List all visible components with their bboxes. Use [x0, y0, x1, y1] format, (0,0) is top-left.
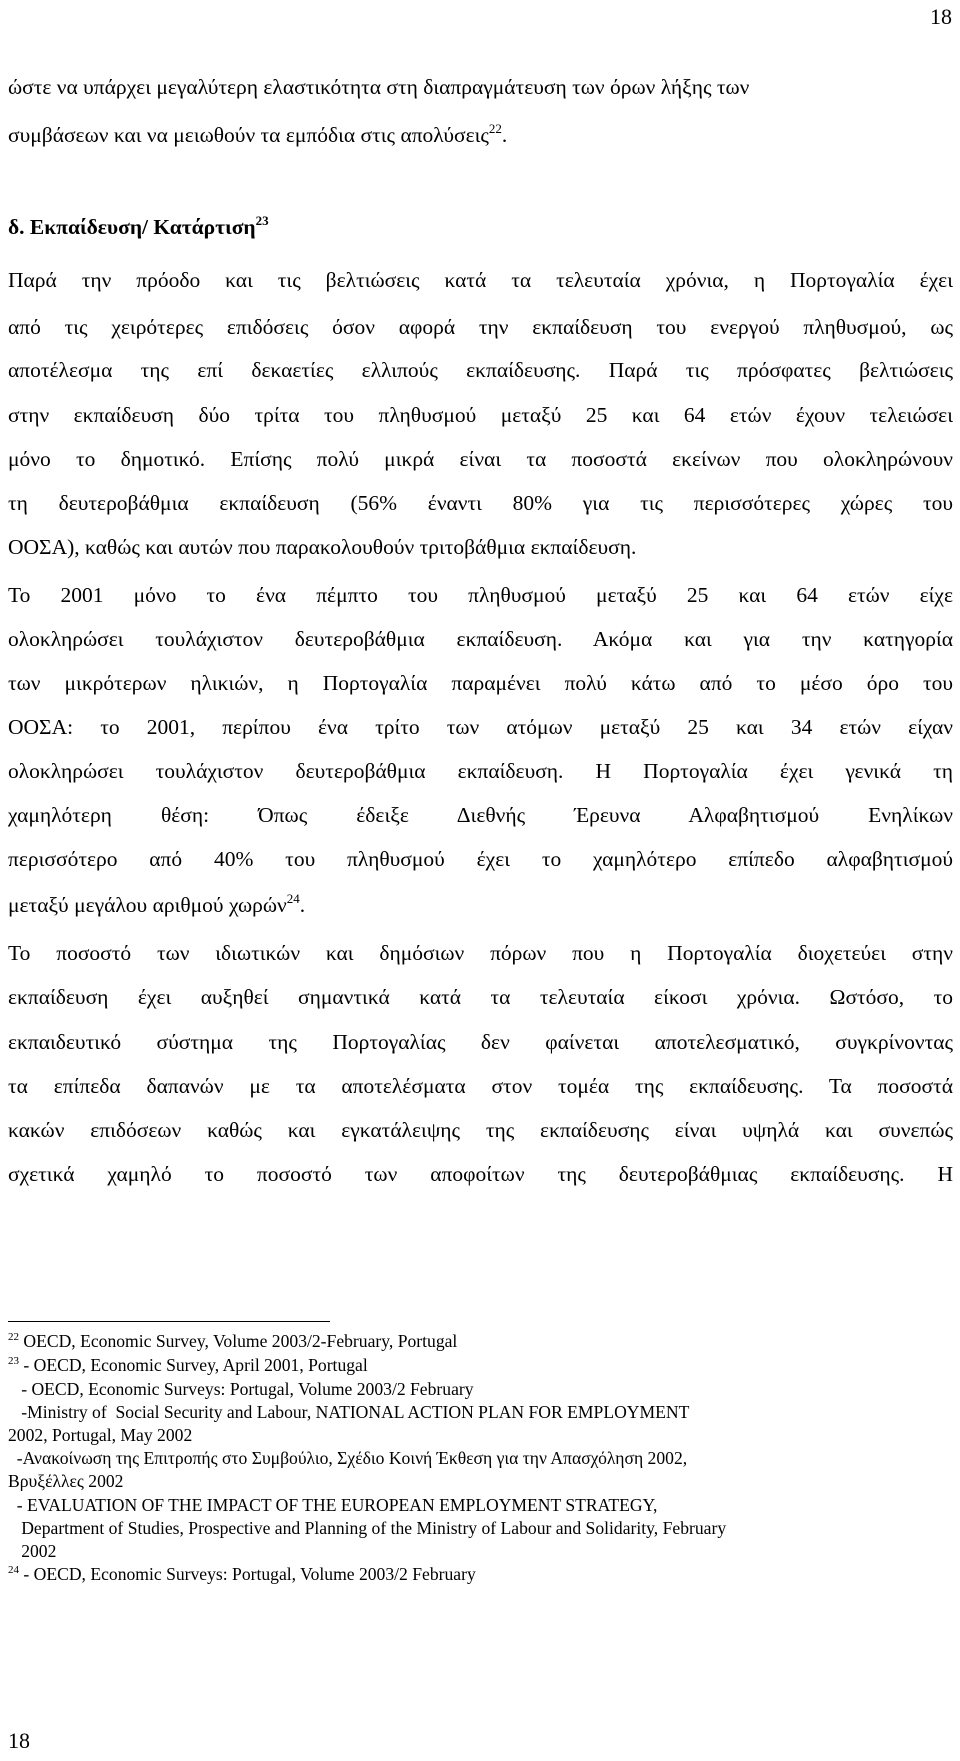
footnote-line: -Ministry of Social Security and Labour, NATIONAL ACTION PLAN FOR EMPLOYMENT — [8, 1402, 690, 1422]
body-line: από τις χειρότερες επιδόσεις όσον αφορά την εκπαίδευση του ενεργού πληθυσμού, ως — [8, 315, 953, 339]
body-line: εκπαιδευτικό σύστημα της Πορτογαλίας δεν φαίνεται αποτελεσματικό, συγκρίνοντας — [8, 1030, 953, 1054]
body-text: . — [299, 893, 306, 917]
body-line: Παρά την πρόοδο και τις βελτιώσεις κατά τα τελευταία χρόνια, η Πορτογαλία έχει — [8, 268, 953, 292]
body-line: περισσότερο από 40% του πληθυσμού έχει το χαμηλότερο επίπεδο αλφαβητισμού — [8, 847, 953, 871]
footnote-22 — [8, 1330, 953, 1352]
footnote-line: -Ανακοίνωση της Επιτροπής στο Συμβούλιο, Σχέδιο Κοινή Έκθεση για την Απασχόληση 2002, — [8, 1448, 688, 1468]
page-number-bottom: 18 — [8, 1728, 30, 1753]
body-text: . — [501, 123, 508, 147]
footnote-24 — [8, 1563, 953, 1585]
body-line: ολοκληρώσει τουλάχιστον δευτεροβάθμια εκπαίδευση. Η Πορτογαλία έχει γενικά τη — [8, 759, 953, 783]
body-line: εκπαίδευση έχει αυξηθεί σημαντικά κατά τα τελευταία είκοσι χρόνια. Ωστόσο, το — [8, 985, 953, 1009]
heading-text: δ. Εκπαίδευση/ Κατάρτιση — [8, 215, 256, 239]
footnote-line: Department of Studies, Prospective and Planning of the Ministry of Labour and Solidarity, February — [8, 1518, 727, 1538]
footnote-number: 22 — [8, 1331, 19, 1343]
footnote-ref-22: 22 — [488, 121, 502, 136]
body-line: κακών επιδόσεων καθώς και εγκατάλειψης της εκπαίδευσης είναι υψηλά και συνεπώς — [8, 1118, 953, 1142]
body-line: σχετικά χαμηλό το ποσοστό των αποφοίτων της δευτεροβάθμιας εκπαίδευσης. Η — [8, 1162, 953, 1186]
body-line: ΟΟΣΑ), καθώς και αυτών που παρακολουθούν τριτοβάθμια εκπαίδευση. — [8, 535, 637, 559]
body-line: ΟΟΣΑ: το 2001, περίπου ένα τρίτο των ατόμων μεταξύ 25 και 34 ετών είχαν — [8, 715, 953, 739]
body-text: μεταξύ μεγάλου αριθμού χωρών — [8, 893, 287, 917]
body-line — [8, 120, 953, 150]
footnote-number: 24 — [8, 1564, 19, 1576]
body-line: ολοκληρώσει τουλάχιστον δευτεροβάθμια εκπαίδευση. Ακόμα και για την κατηγορία — [8, 627, 953, 651]
footnote-text: - OECD, Economic Surveys: Portugal, Volume 2003/2 February — [19, 1564, 476, 1584]
body-line: χαμηλότερη θέση: Όπως έδειξε Διεθνής Έρευνα Αλφαβητισμού Ενηλίκων — [8, 803, 953, 827]
footnote-line: Βρυξέλλες 2002 — [8, 1471, 124, 1491]
footnote-line: - OECD, Economic Surveys: Portugal, Volume 2003/2 February — [8, 1379, 474, 1399]
footnote-number: 23 — [8, 1355, 19, 1367]
footnote-line: 2002 — [8, 1541, 57, 1561]
footnote-ref-24: 24 — [286, 891, 300, 906]
body-text: συμβάσεων και να μειωθούν τα εμπόδια στις απολύσεις — [8, 123, 489, 147]
body-line — [8, 890, 953, 920]
footnote-line: - EVALUATION OF THE IMPACT OF THE EUROPEAN EMPLOYMENT STRATEGY, — [8, 1495, 658, 1515]
footnote-text: - OECD, Economic Survey, April 2001, Portugal — [19, 1355, 368, 1375]
footnote-separator — [8, 1321, 330, 1322]
footnote-line: 2002, Portugal, May 2002 — [8, 1425, 193, 1445]
page-number-top: 18 — [930, 4, 952, 29]
body-line: τα επίπεδα δαπανών με τα αποτελέσματα στον τομέα της εκπαίδευσης. Τα ποσοστά — [8, 1074, 953, 1098]
body-line: ώστε να υπάρχει μεγαλύτερη ελαστικότητα στη διαπραγμάτευση των όρων λήξης των — [8, 75, 750, 99]
body-line: των μικρότερων ηλικιών, η Πορτογαλία παραμένει πολύ κάτω από το μέσο όρο του — [8, 671, 953, 695]
footnote-ref-23: 23 — [255, 213, 269, 228]
footnote-23 — [8, 1354, 953, 1376]
section-heading — [8, 212, 953, 242]
body-line: αποτέλεσμα της επί δεκαετίες ελλιπούς εκπαίδευσης. Παρά τις πρόσφατες βελτιώσεις — [8, 358, 953, 382]
body-line: στην εκπαίδευση δύο τρίτα του πληθυσμού μεταξύ 25 και 64 ετών έχουν τελειώσει — [8, 403, 953, 427]
body-line: Το 2001 μόνο το ένα πέμπτο του πληθυσμού μεταξύ 25 και 64 ετών είχε — [8, 583, 953, 607]
body-line: μόνο το δημοτικό. Επίσης πολύ μικρά είναι τα ποσοστά εκείνων που ολοκληρώνουν — [8, 447, 953, 471]
body-line: τη δευτεροβάθμια εκπαίδευση (56% έναντι 80% για τις περισσότερες χώρες του — [8, 491, 953, 515]
body-line: Το ποσοστό των ιδιωτικών και δημόσιων πόρων που η Πορτογαλία διοχετεύει στην — [8, 941, 953, 965]
footnote-text: OECD, Economic Survey, Volume 2003/2-February, Portugal — [19, 1331, 458, 1351]
